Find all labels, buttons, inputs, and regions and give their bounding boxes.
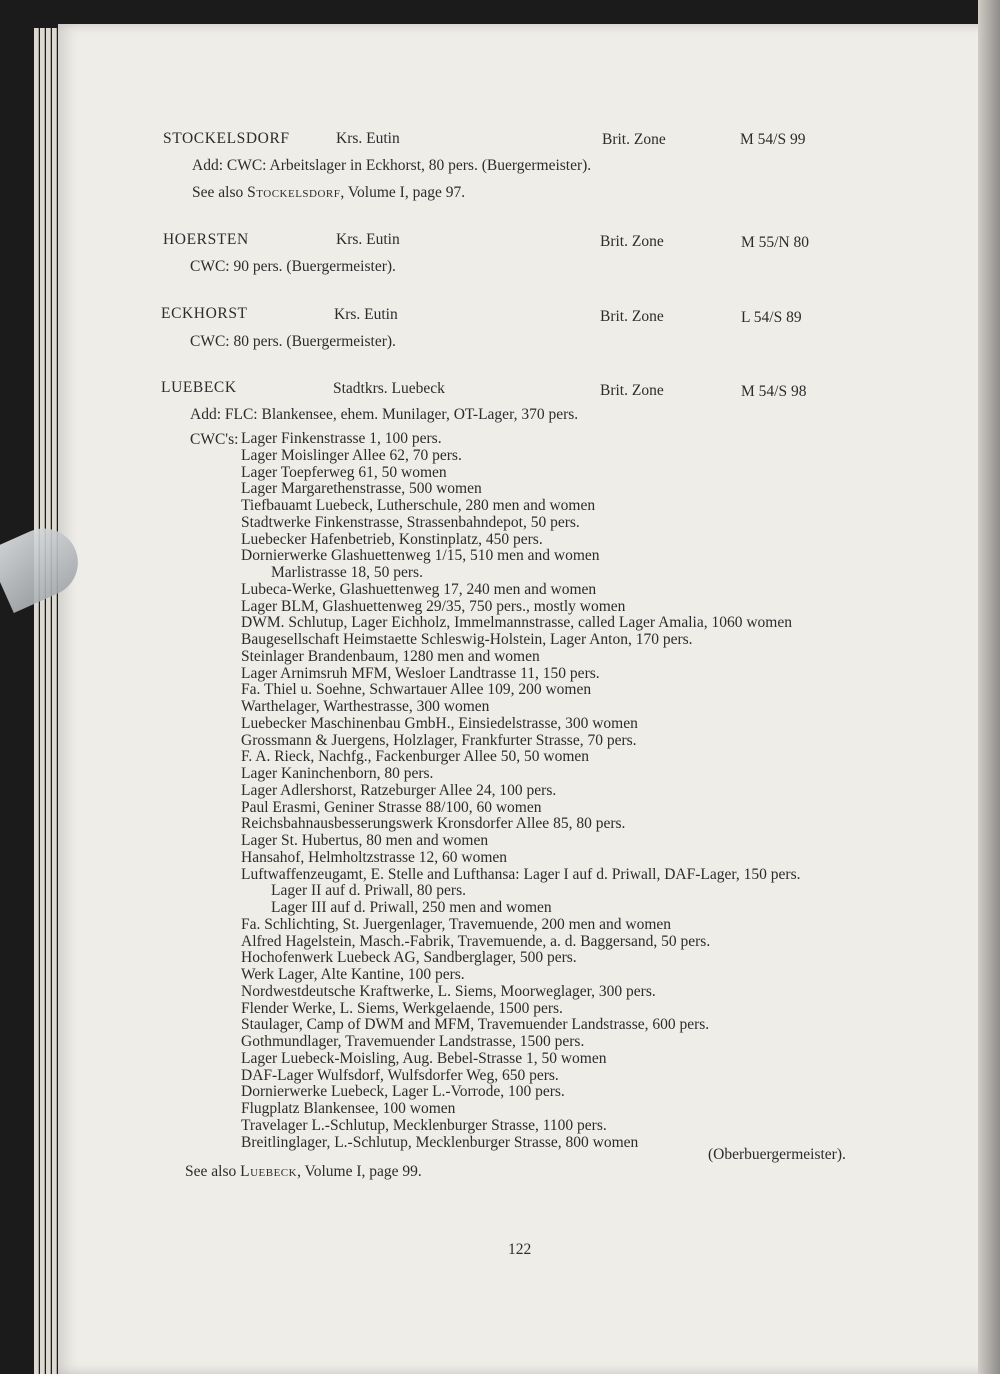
page-stack-edge — [52, 28, 57, 1374]
page-number: 122 — [508, 1241, 532, 1258]
list-item: Stadtwerke Finkenstrasse, Strassenbahndepot, 50 pers. — [241, 513, 580, 531]
entry-name-stockelsdorf: STOCKELSDORF — [163, 130, 290, 147]
list-item: Gothmundlager, Travemuender Landstrasse, 1500 pers. — [241, 1033, 585, 1050]
list-item: Warthelager, Warthestrasse, 300 women — [241, 698, 490, 715]
entry-district: Krs. Eutin — [336, 130, 400, 147]
entry-name-hoersten: HOERSTEN — [163, 231, 249, 248]
entry-see-also — [192, 184, 465, 201]
entry-name-eckhorst: ECKHORST — [161, 305, 248, 322]
list-item: Marlistrasse 18, 50 pers. — [271, 564, 423, 581]
list-item: DWM. Schlutup, Lager Eichholz, Immelmannstrasse, called Lager Amalia, 1060 women — [241, 614, 792, 632]
list-item: Werk Lager, Alte Kantine, 100 pers. — [241, 966, 465, 983]
list-item: Baugesellschaft Heimstaette Schleswig-Holstein, Lager Anton, 170 pers. — [241, 631, 693, 648]
list-item: Flender Werke, L. Siems, Werkgelaende, 1500 pers. — [241, 999, 563, 1017]
entry-grid-ref: L 54/S 89 — [741, 309, 802, 326]
entry-add-line: Add: FLC: Blankensee, ehem. Munilager, OT-Lager, 370 pers. — [190, 406, 579, 423]
list-item: Dornierwerke Luebeck, Lager L.-Vorrode, 100 pers. — [241, 1083, 565, 1101]
list-item: Breitlinglager, L.-Schlutup, Mecklenburger Strasse, 800 women — [241, 1133, 639, 1151]
see-also-prefix: See also — [192, 184, 248, 201]
list-item: Lubeca-Werke, Glashuettenweg 17, 240 men and women — [241, 580, 597, 598]
entry-zone: Brit. Zone — [600, 382, 664, 399]
list-item: F. A. Rieck, Nachfg., Fackenburger Allee 50, 50 women — [241, 748, 590, 766]
entry-district: Stadtkrs. Luebeck — [333, 380, 445, 397]
see-also-name: Stockelsdorf — [247, 184, 341, 201]
list-item: Reichsbahnausbesserungswerk Kronsdorfer Allee 85, 80 pers. — [241, 815, 626, 833]
list-item: Lager St. Hubertus, 80 men and women — [241, 832, 489, 849]
list-item: Tiefbauamt Luebeck, Lutherschule, 280 men and women — [241, 497, 596, 514]
entry-zone: Brit. Zone — [602, 131, 666, 148]
list-item: Flugplatz Blankensee, 100 women — [241, 1100, 456, 1117]
list-item: Nordwestdeutsche Kraftwerke, L. Siems, Moorweglager, 300 pers. — [241, 982, 656, 1000]
entry-zone: Brit. Zone — [600, 233, 664, 250]
list-item: Lager BLM, Glashuettenweg 29/35, 750 pers., mostly women — [241, 597, 626, 615]
entry-see-also — [185, 1163, 422, 1180]
entry-cwc-line: CWC: 80 pers. (Buergermeister). — [190, 333, 396, 350]
page-stack-edge — [40, 28, 45, 1374]
list-item: Grossmann & Juergens, Holzlager, Frankfurter Strasse, 70 pers. — [241, 731, 637, 749]
see-also-suffix: , Volume I, page 99. — [297, 1163, 422, 1180]
list-item: Paul Erasmi, Geniner Strasse 88/100, 60 women — [241, 798, 542, 816]
entry-cwc-line: CWC: 90 pers. (Buergermeister). — [190, 258, 396, 275]
entry-grid-ref: M 55/N 80 — [741, 234, 810, 251]
entry-grid-ref: M 54/S 99 — [740, 131, 806, 148]
list-item: Lager Moislinger Allee 62, 70 pers. — [241, 446, 462, 464]
entry-zone: Brit. Zone — [600, 308, 664, 325]
list-item: Alfred Hagelstein, Masch.-Fabrik, Travemuende, a. d. Baggersand, 50 pers. — [241, 932, 711, 950]
list-item: Lager Arnimsruh MFM, Wesloer Landtrasse 11, 150 pers. — [241, 664, 600, 682]
list-item: Lager III auf d. Priwall, 250 men and women — [271, 899, 552, 916]
list-item: Luebecker Hafenbetrieb, Konstinplatz, 450 pers. — [241, 530, 543, 548]
list-item: DAF-Lager Wulfsdorf, Wulfsdorfer Weg, 650 pers. — [241, 1066, 559, 1084]
list-item: Lager Toepferweg 61, 50 women — [241, 463, 447, 481]
see-also-prefix: See also — [185, 1163, 241, 1180]
list-item: Dornierwerke Glashuettenweg 1/15, 510 men and women — [241, 547, 600, 565]
page-stack-edge — [46, 28, 51, 1374]
list-item: Staulager, Camp of DWM and MFM, Travemuender Landstrasse, 600 pers. — [241, 1016, 710, 1034]
list-item: Lager Luebeck-Moisling, Aug. Bebel-Strasse 1, 50 women — [241, 1049, 607, 1067]
cwc-list-label: CWC's: — [190, 431, 239, 448]
list-item: Lager Finkenstrasse 1, 100 pers. — [241, 430, 442, 447]
list-item: Lager Margarethenstrasse, 500 women — [241, 480, 482, 498]
list-item: Hansahof, Helmholtzstrasse 12, 60 women — [241, 848, 508, 866]
list-item: Steinlager Brandenbaum, 1280 men and women — [241, 647, 540, 665]
gutter-shadow — [978, 0, 1000, 1374]
list-item: Travelager L.-Schlutup, Mecklenburger Strasse, 1100 pers. — [241, 1116, 607, 1134]
entry-district: Krs. Eutin — [334, 306, 398, 323]
list-item: Lager II auf d. Priwall, 80 pers. — [271, 882, 466, 900]
see-also-suffix: , Volume I, page 97. — [340, 184, 466, 201]
page-stack-edge — [34, 28, 39, 1374]
list-item: Luftwaffenzeugamt, E. Stelle and Lufthansa: Lager I auf d. Priwall, DAF-Lager, 150 pers. — [241, 865, 801, 883]
list-item: Fa. Schlichting, St. Juergenlager, Travemuende, 200 men and women — [241, 915, 672, 933]
list-item: Luebecker Maschinenbau GmbH., Einsiedelstrasse, 300 women — [241, 714, 638, 732]
entry-authority: (Oberbuergermeister). — [708, 1146, 846, 1163]
entry-grid-ref: M 54/S 98 — [741, 383, 807, 400]
entry-name-luebeck: LUEBECK — [161, 379, 237, 396]
list-item: Hochofenwerk Luebeck AG, Sandberglager, 500 pers. — [241, 949, 577, 967]
see-also-name: Luebeck — [240, 1163, 298, 1180]
list-item: Lager Kaninchenborn, 80 pers. — [241, 765, 434, 782]
entry-add-line: Add: CWC: Arbeitslager in Eckhorst, 80 pers. (Buergermeister). — [192, 157, 592, 174]
entry-district: Krs. Eutin — [336, 231, 400, 248]
cwc-list — [241, 431, 881, 1151]
list-item: Fa. Thiel u. Soehne, Schwartauer Allee 109, 200 women — [241, 681, 592, 699]
list-item: Lager Adlershorst, Ratzeburger Allee 24, 100 pers. — [241, 781, 557, 799]
